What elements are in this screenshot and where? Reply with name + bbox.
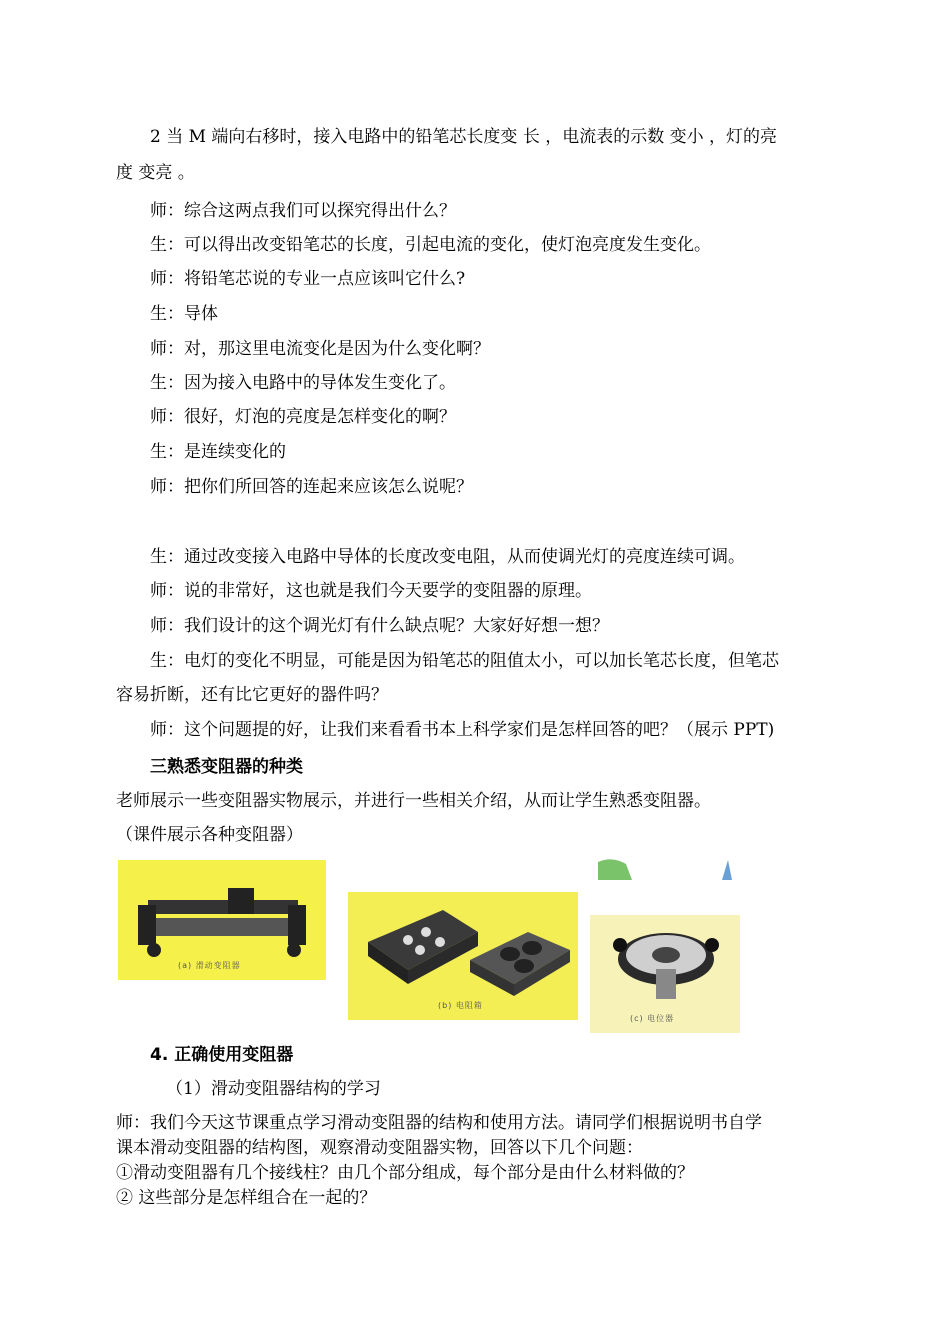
paragraph-line: 度 变亮 。 (116, 163, 195, 183)
dialog-line: 师：对，那这里电流变化是因为什么变化啊？ (150, 339, 490, 359)
dialog-line: 生：是连续变化的 (150, 442, 286, 462)
dialog-line: 师：很好，灯泡的亮度是怎样变化的啊？ (150, 407, 456, 427)
dialog-line: 师：这个问题提的好，让我们来看看书本上科学家们是怎样回答的吧？（展示 PPT) (150, 720, 775, 740)
paragraph-line: 2 当 M 端向右移时，接入电路中的铅笔芯长度变 长 ，电流表的示数 变小 ，灯的亮 (150, 127, 778, 147)
sliding-rheostat-photo (118, 860, 326, 980)
dialog-line: 生：可以得出改变铅笔芯的长度，引起电流的变化，使灯泡亮度发生变化。 (150, 235, 711, 255)
paragraph-line: 师：我们今天这节课重点学习滑动变阻器的结构和使用方法。请同学们根据说明书自学 (116, 1113, 762, 1133)
section-heading: 4. 正确使用变阻器 (150, 1045, 294, 1065)
dialog-line: 师：将铅笔芯说的专业一点应该叫它什么? (150, 269, 466, 289)
dialog-line: 师：综合这两点我们可以探究得出什么？ (150, 201, 456, 221)
decorative-edge (592, 856, 740, 880)
question-item: ② 这些部分是怎样组合在一起的？ (116, 1188, 377, 1208)
figure-caption: (b) 电阻箱 (438, 1001, 483, 1010)
dialog-line: 师：我们设计的这个调光灯有什么缺点呢？大家好好想一想？ (150, 616, 609, 636)
dialog-line: 师：说的非常好，这也就是我们今天要学的变阻器的原理。 (150, 581, 592, 601)
figure-caption: (a) 滑动变阻器 (178, 961, 241, 970)
resistance-box-photo (348, 892, 578, 1020)
dialog-line: 生：通过改变接入电路中导体的长度改变电阻，从而使调光灯的亮度连续可调。 (150, 547, 745, 567)
figure-caption: (c) 电位器 (630, 1014, 675, 1023)
potentiometer-photo (590, 915, 740, 1033)
dialog-line: 生：因为接入电路中的导体发生变化了。 (150, 373, 456, 393)
dialog-line: 容易折断，还有比它更好的器件吗？ (116, 685, 388, 705)
question-item: ①滑动变阻器有几个接线柱？由几个部分组成，每个部分是由什么材料做的？ (116, 1163, 694, 1183)
dialog-line: 生：电灯的变化不明显，可能是因为铅笔芯的阻值太小，可以加长笔芯长度，但笔芯 (150, 651, 779, 671)
paragraph-line: 老师展示一些变阻器实物展示，并进行一些相关介绍，从而让学生熟悉变阻器。 (116, 791, 711, 811)
paragraph-line: （课件展示各种变阻器） (116, 825, 303, 845)
subsection-heading: （1）滑动变阻器结构的学习 (166, 1079, 381, 1099)
decorative-edge-illustration (592, 856, 740, 880)
dialog-line: 师：把你们所回答的连起来应该怎么说呢？ (150, 477, 473, 497)
paragraph-line: 课本滑动变阻器的结构图，观察滑动变阻器实物，回答以下几个问题： (116, 1138, 643, 1158)
section-heading: 三熟悉变阻器的种类 (150, 757, 303, 777)
dialog-line: 生：导体 (150, 304, 218, 324)
